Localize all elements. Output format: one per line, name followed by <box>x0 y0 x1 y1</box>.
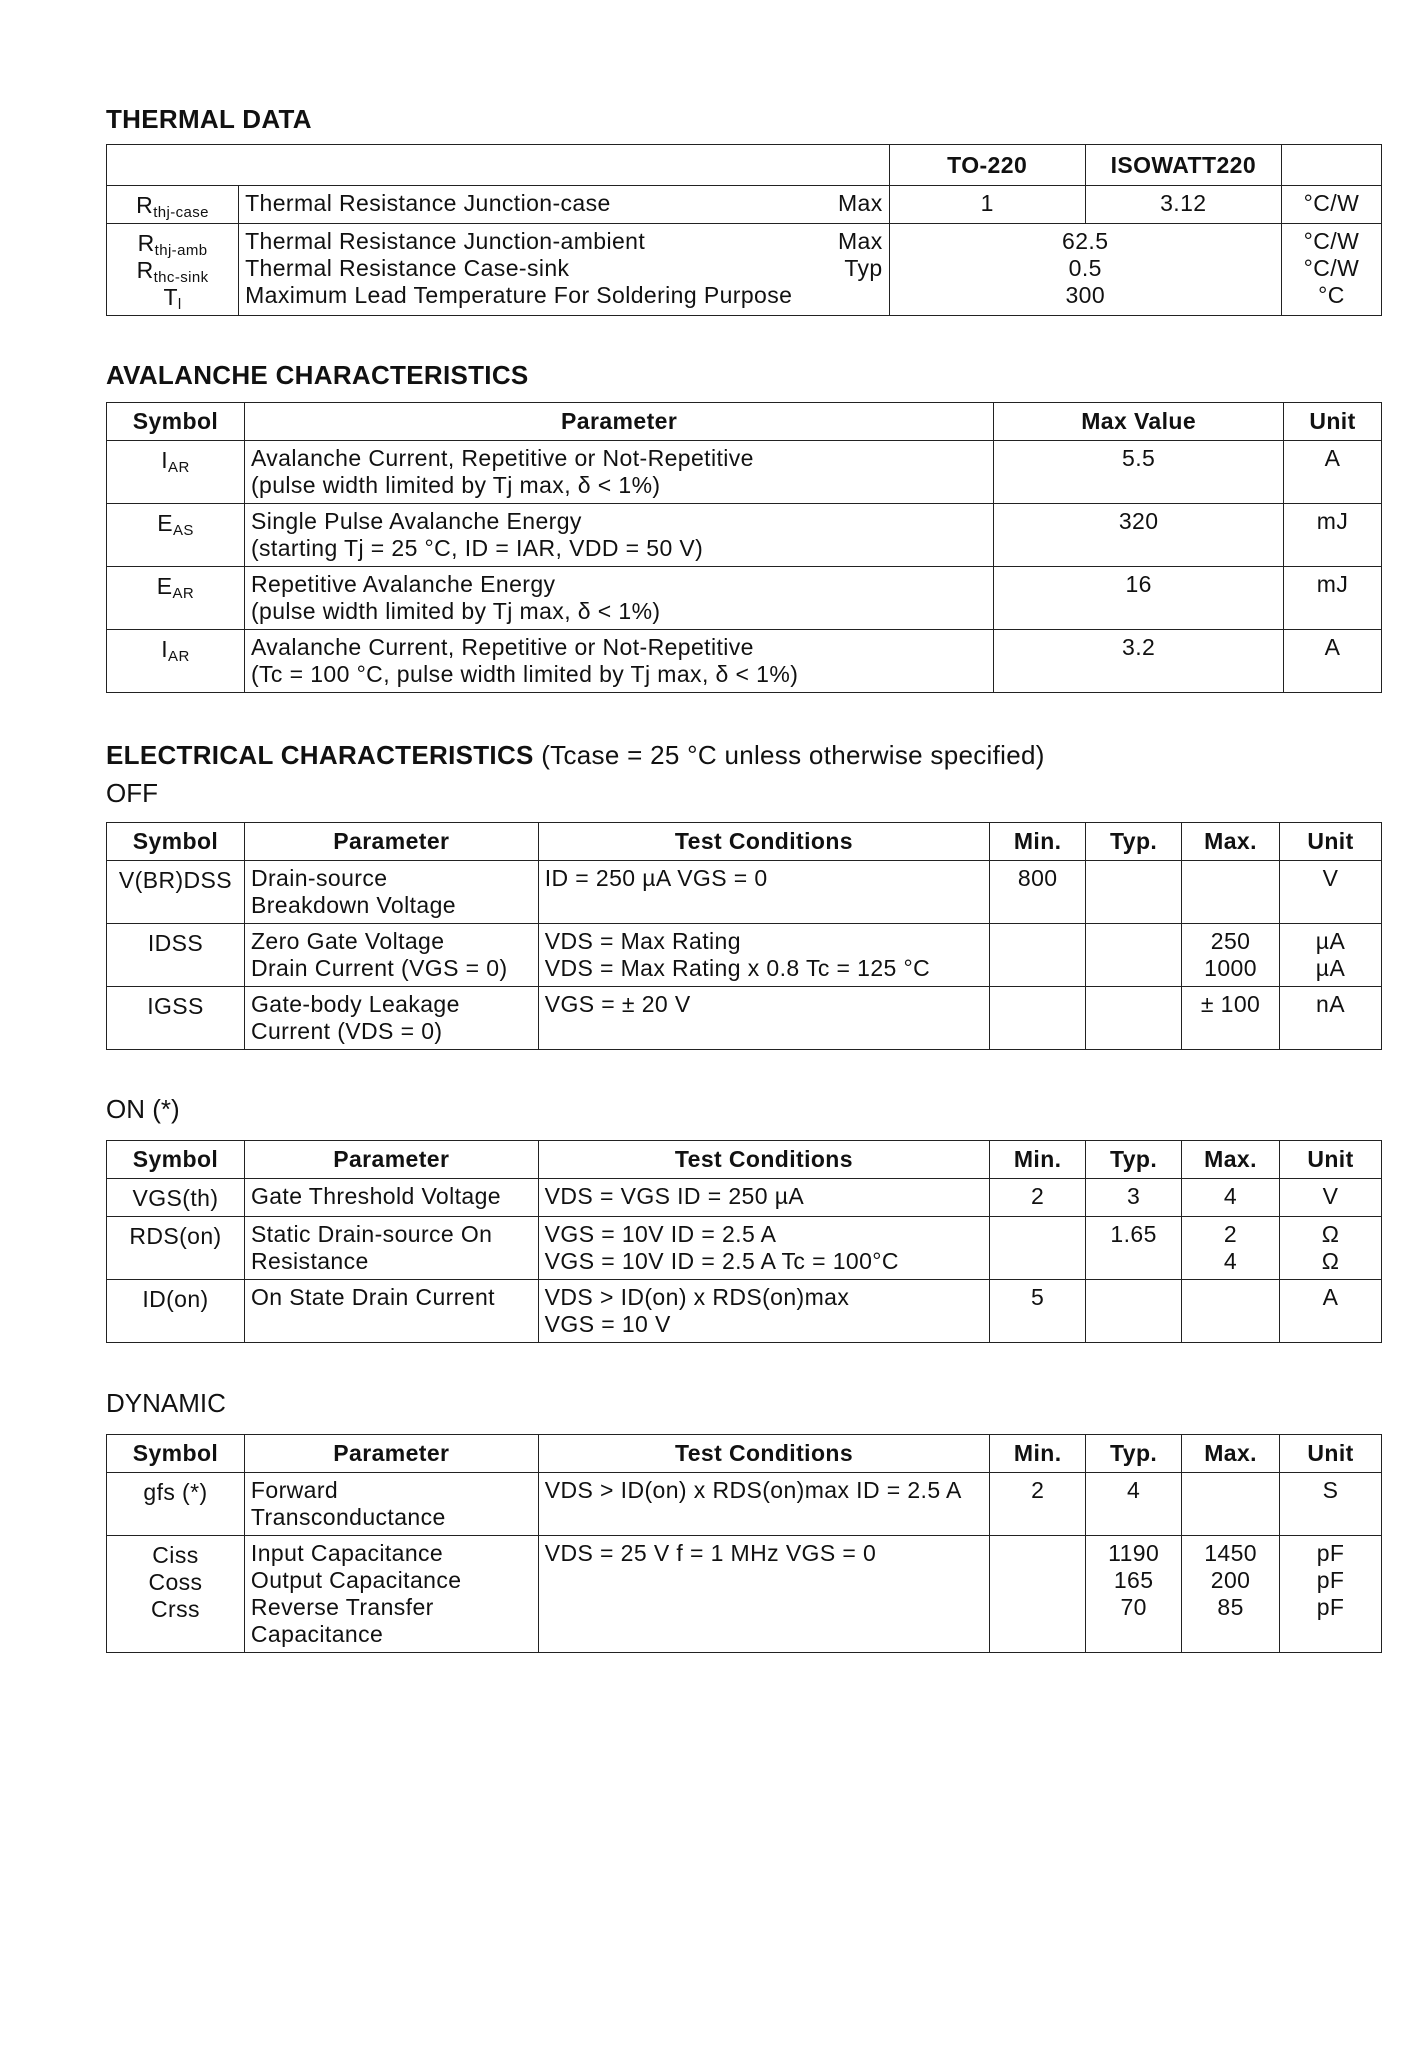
max-value: 3.2 <box>994 630 1284 693</box>
symbol-cell: $R_{thj-case}$ <box>107 186 239 224</box>
thermal-header-row <box>107 145 1382 186</box>
max-value: 250 1000 <box>1182 924 1280 987</box>
header-min: Min. <box>990 823 1086 861</box>
max-value: 1450 200 85 <box>1182 1536 1280 1653</box>
parameter-cell: Thermal Resistance Junction-ambient Max Thermal Resistance Case-sink Typ Maximum Lead Temperature For Soldering Purpose <box>239 224 890 316</box>
min-value <box>990 924 1086 987</box>
parameter-cell: Gate Threshold Voltage <box>244 1179 538 1217</box>
symbol-cell: Ciss Coss Crss <box>107 1536 245 1653</box>
max-value: 4 <box>1182 1179 1280 1217</box>
header-symbol: Symbol <box>107 823 245 861</box>
symbol-cell: IGSS <box>107 987 245 1050</box>
parameter-cell: Gate-body Leakage Current (VDS = 0) <box>244 987 538 1050</box>
isowatt-value: 3.12 <box>1085 186 1281 224</box>
table-row <box>107 504 1382 567</box>
unit-cell: A <box>1280 1280 1382 1343</box>
typ-value: 1190 165 70 <box>1086 1536 1182 1653</box>
conditions-cell: VDS = Max Rating VDS = Max Rating x 0.8 Tc = 125 °C <box>538 924 990 987</box>
max-value: 2 4 <box>1182 1217 1280 1280</box>
typ-value <box>1086 1280 1182 1343</box>
max-value: 5.5 <box>994 441 1284 504</box>
symbol-cell: $E_{AS}$ <box>107 504 245 567</box>
symbol-cell: ID(on) <box>107 1280 245 1343</box>
unit-cell: nA <box>1280 987 1382 1050</box>
max-value <box>1182 861 1280 924</box>
dynamic-header-row <box>107 1435 1382 1473</box>
header-typ: Typ. <box>1086 1435 1182 1473</box>
table-row <box>107 987 1382 1050</box>
symbol-cell: gfs (*) <box>107 1473 245 1536</box>
typ-value <box>1086 987 1182 1050</box>
header-min: Min. <box>990 1435 1086 1473</box>
header-typ: Typ. <box>1086 823 1182 861</box>
to220-value: 1 <box>889 186 1085 224</box>
header-unit: Unit <box>1284 403 1382 441</box>
conditions-cell: VDS = VGS ID = 250 µA <box>538 1179 990 1217</box>
symbol-cell: V(BR)DSS <box>107 861 245 924</box>
on-header-row <box>107 1141 1382 1179</box>
max-value <box>1182 1280 1280 1343</box>
table-row <box>107 186 1382 224</box>
max-value <box>1182 1473 1280 1536</box>
min-value: 2 <box>990 1179 1086 1217</box>
min-value: 800 <box>990 861 1086 924</box>
parameter-cell: Input Capacitance Output Capacitance Reverse Transfer Capacitance <box>244 1536 538 1653</box>
parameter-cell: Static Drain-source On Resistance <box>244 1217 538 1280</box>
dynamic-subheading: DYNAMIC <box>106 1388 226 1418</box>
header-max: Max. <box>1182 1141 1280 1179</box>
header-symbol: Symbol <box>107 403 245 441</box>
unit-cell: Ω Ω <box>1280 1217 1382 1280</box>
table-row <box>107 861 1382 924</box>
max-value: 16 <box>994 567 1284 630</box>
symbol-cell: $R_{thj-amb}$ $R_{thc-sink}$ $T_l$ <box>107 224 239 316</box>
header-typ: Typ. <box>1086 1141 1182 1179</box>
header-max: Max. <box>1182 1435 1280 1473</box>
header-max-value: Max Value <box>994 403 1284 441</box>
symbol-cell: VGS(th) <box>107 1179 245 1217</box>
symbol-cell: $I_{AR}$ <box>107 441 245 504</box>
header-parameter: Parameter <box>244 1435 538 1473</box>
symbol-cell: $E_{AR}$ <box>107 567 245 630</box>
table-row <box>107 567 1382 630</box>
symbol-cell: $I_{AR}$ <box>107 630 245 693</box>
avalanche-table <box>106 402 1382 693</box>
header-unit: Unit <box>1280 823 1382 861</box>
unit-cell: mJ <box>1284 504 1382 567</box>
on-subheading: ON (*) <box>106 1094 180 1124</box>
typ-value <box>1086 861 1182 924</box>
header-min: Min. <box>990 1141 1086 1179</box>
conditions-cell: VDS > ID(on) x RDS(on)max VGS = 10 V <box>538 1280 990 1343</box>
table-row <box>107 1473 1382 1536</box>
min-value: 2 <box>990 1473 1086 1536</box>
parameter-cell: Avalanche Current, Repetitive or Not-Repetitive (pulse width limited by Tj max, δ < 1%) <box>244 441 993 504</box>
typ-value: 3 <box>1086 1179 1182 1217</box>
table-row <box>107 1179 1382 1217</box>
unit-cell: A <box>1284 441 1382 504</box>
unit-cell: °C/W °C/W °C <box>1281 224 1381 316</box>
symbol-cell: RDS(on) <box>107 1217 245 1280</box>
off-table <box>106 822 1382 1050</box>
unit-cell: S <box>1280 1473 1382 1536</box>
unit-cell: mJ <box>1284 567 1382 630</box>
min-value <box>990 1217 1086 1280</box>
typ-value: 1.65 <box>1086 1217 1182 1280</box>
table-row <box>107 224 1382 316</box>
header-max: Max. <box>1182 823 1280 861</box>
parameter-cell: Avalanche Current, Repetitive or Not-Repetitive (Tc = 100 °C, pulse width limited by Tj max, δ < 1%) <box>244 630 993 693</box>
electrical-condition-note: (Tcase = 25 °C unless otherwise specified) <box>541 740 1045 770</box>
parameter-cell: Zero Gate Voltage Drain Current (VGS = 0) <box>244 924 538 987</box>
avalanche-header-row <box>107 403 1382 441</box>
header-parameter: Parameter <box>244 823 538 861</box>
conditions-cell: VDS > ID(on) x RDS(on)max ID = 2.5 A <box>538 1473 989 1536</box>
header-parameter: Parameter <box>244 1141 538 1179</box>
max-value: 320 <box>994 504 1284 567</box>
table-row <box>107 924 1382 987</box>
off-header-row <box>107 823 1382 861</box>
thermal-table <box>106 144 1382 316</box>
unit-cell: V <box>1280 1179 1382 1217</box>
symbol-cell: IDSS <box>107 924 245 987</box>
thermal-data-heading: THERMAL DATA <box>106 104 312 134</box>
parameter-cell: Repetitive Avalanche Energy (pulse width limited by Tj max, δ < 1%) <box>244 567 993 630</box>
unit-cell: V <box>1280 861 1382 924</box>
header-unit: Unit <box>1280 1435 1382 1473</box>
header-test-conditions: Test Conditions <box>538 823 990 861</box>
header-test-conditions: Test Conditions <box>538 1141 990 1179</box>
unit-cell: °C/W <box>1281 186 1381 224</box>
shared-value-cell: 62.5 0.5 300 <box>889 224 1281 316</box>
off-subheading: OFF <box>106 778 158 808</box>
typ-value <box>1086 924 1182 987</box>
unit-cell: A <box>1284 630 1382 693</box>
max-value: ± 100 <box>1182 987 1280 1050</box>
parameter-cell: On State Drain Current <box>244 1280 538 1343</box>
electrical-heading: ELECTRICAL CHARACTERISTICS (Tcase = 25 °C unless otherwise specified) <box>106 740 1045 770</box>
parameter-cell: Drain-source Breakdown Voltage <box>244 861 538 924</box>
table-row <box>107 1280 1382 1343</box>
conditions-cell: VGS = ± 20 V <box>538 987 990 1050</box>
unit-cell: pF pF pF <box>1280 1536 1382 1653</box>
dynamic-table <box>106 1434 1382 1653</box>
min-value <box>990 987 1086 1050</box>
on-table <box>106 1140 1382 1343</box>
min-value <box>990 1536 1086 1653</box>
col-to220: TO-220 <box>889 145 1085 186</box>
conditions-cell: VDS = 25 V f = 1 MHz VGS = 0 <box>538 1536 989 1653</box>
avalanche-heading: AVALANCHE CHARACTERISTICS <box>106 360 529 390</box>
parameter-cell: Forward Transconductance <box>244 1473 538 1536</box>
typ-value: 4 <box>1086 1473 1182 1536</box>
table-row <box>107 630 1382 693</box>
header-symbol: Symbol <box>107 1435 245 1473</box>
table-row <box>107 441 1382 504</box>
conditions-cell: VGS = 10V ID = 2.5 A VGS = 10V ID = 2.5 A Tc = 100°C <box>538 1217 990 1280</box>
parameter-cell: Single Pulse Avalanche Energy (starting Tj = 25 °C, ID = IAR, VDD = 50 V) <box>244 504 993 567</box>
parameter-cell: Thermal Resistance Junction-case Max <box>239 186 890 224</box>
header-parameter: Parameter <box>244 403 993 441</box>
col-isowatt220: ISOWATT220 <box>1085 145 1281 186</box>
header-unit: Unit <box>1280 1141 1382 1179</box>
conditions-cell: ID = 250 µA VGS = 0 <box>538 861 990 924</box>
header-test-conditions: Test Conditions <box>538 1435 989 1473</box>
min-value: 5 <box>990 1280 1086 1343</box>
table-row <box>107 1217 1382 1280</box>
unit-cell: µA µA <box>1280 924 1382 987</box>
table-row <box>107 1536 1382 1653</box>
header-symbol: Symbol <box>107 1141 245 1179</box>
